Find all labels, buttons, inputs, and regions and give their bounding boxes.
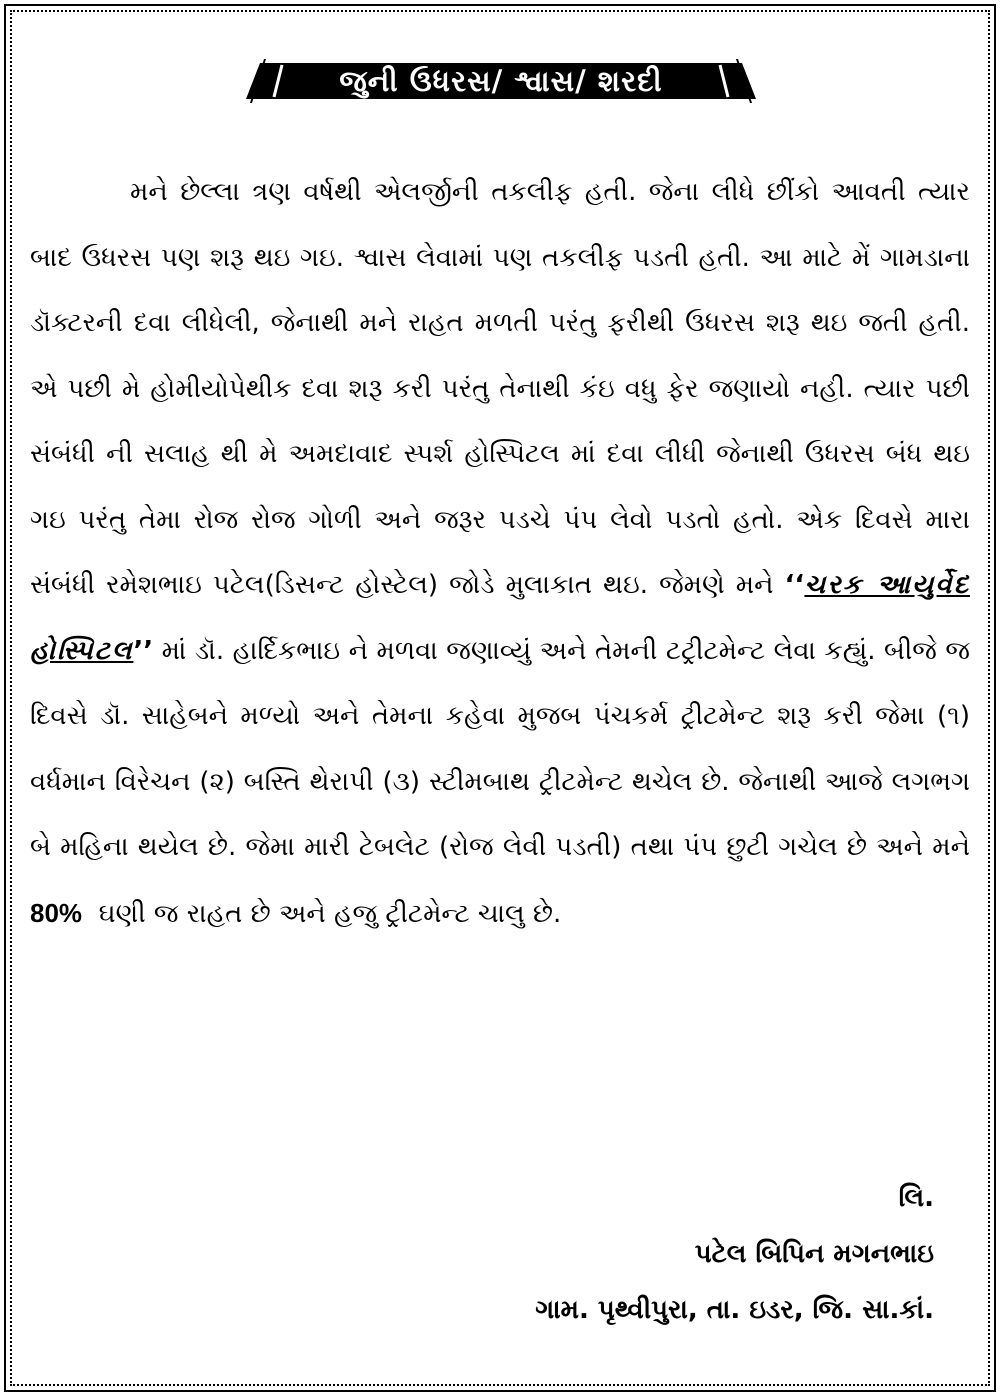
hospital-name: ચરક આયુર્વેદ હોસ્પિટલ — [30, 570, 970, 666]
body-text-part-1: મને છેલ્લા ત્રણ વર્ષથી એલર્જીની તકલીફ હતી. જેના લીધે છીંકો આવતી ત્યાર બાદ ઉધરસ પણ શરૂ થઇ ગઇ. શ્વાસ લેવામાં પણ તકલીફ પડતી હતી. આ માટે મેં ગામડાના ડૉક્ટરની દવા લીધેલી, જેનાથી મને રાહત મળતી પરંતુ ફરીથી ઉધરસ શરૂ થઇ જતી હતી. એ પછી મે હોમીયોપેથીક દવા શરૂ કરી પરંતુ તેનાથી કંઇ વધુ ફેર જણાયો નહી. ત્યાર પછી સંબંધી ની સલાહ થી મે અમદાવાદ સ્પર્શ હોસ્પિટલ માં દવા લીધી જેનાથી ઉધરસ બંધ થઇ ગઇ પરંતુ તેમા રોજ રોજ ગોળી અને જરૂર પડચે પંપ લેવો પડતો હતો. એક દિવસે મારા સંબંધી રમેશભાઇ પટેલ(ડિસન્ટ હોસ્ટેલ) જોડે મુલાકાત થઇ. જેમણે મને — [30, 177, 970, 600]
relief-percent: 80% — [30, 897, 83, 928]
body-text-part-2: માં ડૉ. હાર્દિકભાઇ ને મળવા જણાવ્યું અને તેમની ટટ્રીટમેન્ટ લેવા કહ્યું. બીજે જ દિવસે ડૉ. સાહેબને મળ્યો અને તેમના કહેવા મુજબ પંચકર્મ ટ્રીટમેન્ટ શરૂ કરી જેમા (૧) વર્ધમાન વિરેચન (૨) બસ્તિ થેરાપી (૩) સ્ટીમબાથ ટ્રીટમેન્ટ થચેલ છે. જેનાથી આજે લગભગ બે મહિના થયેલ છે. જેમા મારી ટેબલેટ (રોજ લેવી પડતી) તથા પંપ છુટી ગચેલ છે અને મને — [30, 635, 970, 862]
quote-open: ‘‘ — [784, 570, 805, 600]
signature-address: ગામ. પૃથ્વીપુરા, તા. ઇડર, જિ. સા.કાં. — [535, 1295, 934, 1325]
title-banner — [246, 55, 756, 107]
signature-block — [535, 1170, 934, 1338]
testimonial-paragraph — [30, 160, 970, 947]
body-text-part-3: ઘણી જ રાહત છે અને હજુ ટ્રીટમેન્ટ ચાલુ છે. — [98, 898, 562, 929]
signature-name: પટેલ બિપિન મગનભાઇ — [694, 1239, 934, 1269]
testimonial-body — [30, 160, 970, 947]
signature-closing: લિ. — [898, 1183, 934, 1213]
page-title: જુની ઉધરસ/ શ્વાસ/ શરદી — [339, 64, 663, 98]
quote-close: ’’ — [133, 635, 154, 666]
